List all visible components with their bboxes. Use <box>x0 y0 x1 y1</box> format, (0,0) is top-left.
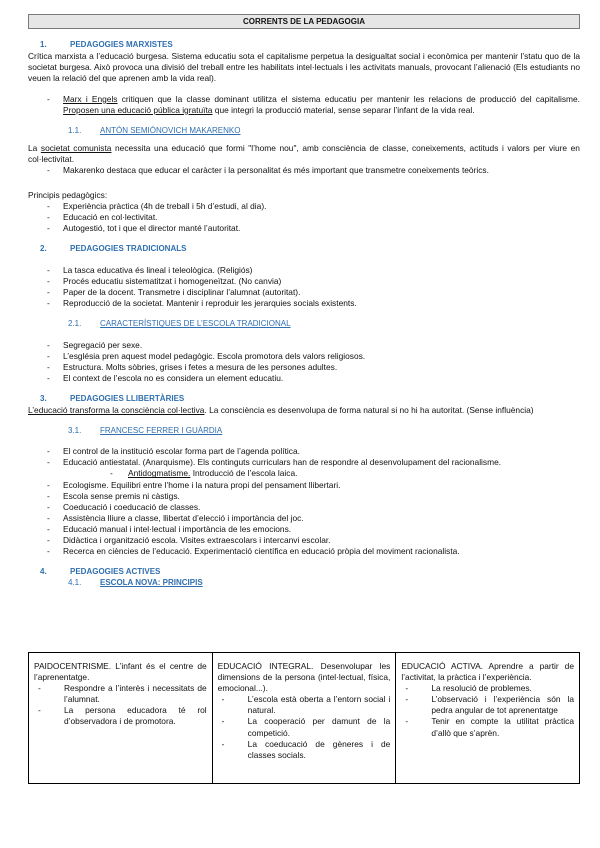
list-item: - Procés educatiu sistematitzat i homogeneïtzat. (No canvia) <box>28 276 580 287</box>
subsection-heading-escola-tradicional: 2.1. CARACTERÍSTIQUES DE L’ESCOLA TRADICIONAL <box>68 319 291 329</box>
list-item: - Autogestió, tot i que el director manté l’autoritat. <box>28 223 580 234</box>
list-item: - Segregació per sexe. <box>28 340 580 351</box>
list-item: - El context de l’escola no es considera un element educatiu. <box>28 373 580 384</box>
marxist-critique-paragraph: Crítica marxista a l’educació burgesa. Sistema educatiu sota el capitalisme perpetua la desigualtat social i econòmica per mantenir l’statu quo de la societat burgesa. Això provoca una divisió del treball entre les habilitats intel·lectuals i les activitats manuals, provocant l’alienació (Els estudiants no veuen la relació del que aprenen amb la vida real). <box>28 50 580 83</box>
list-item: - La tasca educativa és lineal i teleològica. (Religiós) <box>28 265 580 276</box>
list-item: - Didàctica i organització escola. Visites extraescolars i intercanvi escolar. <box>28 535 580 546</box>
list-item: - La persona educadora té rol d’observadora i de promotora. <box>34 705 207 727</box>
list-item: - Educació manual i intel·lectual i importància de les emocions. <box>28 524 580 535</box>
document-page <box>28 14 580 588</box>
table-cell-heading: EDUCACIÓ ACTIVA. Aprendre a partir de l’activitat, la pràctica i l’experiència. <box>401 661 574 683</box>
list-item: - Experiència pràctica (4h de treball i 5h d’estudi, al dia). <box>28 201 580 212</box>
principles-title: Principis pedagògics: <box>28 189 108 200</box>
section-heading-actives: 4. PEDAGOGIES ACTIVES <box>40 567 161 577</box>
section-heading-tradicionals: 2. PEDAGOGIES TRADICIONALS <box>40 244 187 254</box>
list-item: - Estructura. Molts sòbries, grises i fetes a mesura de les persones adultes. <box>28 362 580 373</box>
list-item: - Paper de la docent. Transmetre i disciplinar l’alumnat (autoritat). <box>28 287 580 298</box>
list-item: - Respondre a l’interès i necessitats de l’alumnat. <box>34 683 207 705</box>
marxist-bullets <box>28 94 580 116</box>
makarenko-paragraph: La societat comunista necessita una educació que formi "l’home nou", amb consciència de classe, coneixements, actituds i valors per viure en col·lectivitat. <box>28 142 580 164</box>
section-heading-llibertaries: 3. PEDAGOGIES LLIBERTÀRIES <box>40 394 185 404</box>
table-row <box>29 653 580 784</box>
table-cell-heading: EDUCACIÓ INTEGRAL. Desenvolupar les dimensions de la persona (intel·lectual, física, emocional...). <box>217 661 391 694</box>
traditional-school-list <box>28 340 580 384</box>
list-item: - Escola sense premis ni càstigs. <box>28 491 580 502</box>
list-item: - Marx i Engels critiquen que la classe dominant utilitza el sistema educatiu per mantenir les relacions de producció del capitalisme. Proposen una educació pública igratuïta que integri la producció material, sense separar l’infant de la vida real. <box>28 94 580 116</box>
list-item: - Recerca en ciències de l’educació. Experimentació científica en educació pròpia del moviment racionalista. <box>28 546 580 557</box>
list-item: - Educació en col·lectivitat. <box>28 212 580 223</box>
section-number: 1. <box>40 40 47 49</box>
libertarian-paragraph: L’educació transforma la consciència col·lectiva. La consciència es desenvolupa de forma natural si no hi ha autoritat. (Sense influència) <box>28 404 534 415</box>
list-item: - L’escola està oberta a l’entorn social i natural. <box>218 694 391 716</box>
subsection-heading-escola-nova: 4.1. ESCOLA NOVA: PRINCIPIS <box>68 577 203 587</box>
ferrer-list-continued <box>28 480 580 558</box>
list-item: - La resolució de problemes. <box>401 683 574 694</box>
list-item: - El control de la institució escolar forma part de l’agenda política. <box>28 446 580 457</box>
list-item: - Reproducció de la societat. Mantenir i reproduir les jerarquies socials existents. <box>28 298 580 309</box>
table-cell <box>212 653 396 784</box>
list-item: - L’observació i l’experiència són la pedra angular de tot aprenentatge <box>401 694 574 716</box>
list-item: - Ecologisme. Equilibri entre l’home i la natura propi del pensament llibertari. <box>28 480 580 491</box>
page-title: CORRENTS DE LA PEDAGOGIA <box>28 14 580 29</box>
traditional-list <box>28 265 580 309</box>
table-cell <box>29 653 213 784</box>
ferrer-list <box>28 446 580 468</box>
section-heading-marxistes <box>28 40 580 51</box>
list-item: - Coeducació i coeducació de classes. <box>28 502 580 513</box>
section-title: PEDAGOGIES MARXISTES <box>70 40 173 49</box>
subsection-heading-makarenko: 1.1. ANTÓN SEMIÓNOVICH MAKARENKO <box>68 126 241 136</box>
table-cell <box>396 653 580 784</box>
subsection-heading-ferrer: 3.1. FRANCESC FERRER I GUÀRDIA <box>68 425 223 435</box>
list-item: - Assistència lliure a classe, llibertat d’elecció i importància del joc. <box>28 513 580 524</box>
principles-list <box>28 201 580 234</box>
list-item: - La cooperació per damunt de la competició. <box>218 716 391 738</box>
list-item: - Makarenko destaca que educar el caràcter i la personalitat és més important que transmetre coneixements teòrics. <box>28 165 580 176</box>
list-item: - Educació antiestatal. (Anarquisme). Els continguts curriculars han de respondre al desenvolupament del racionalisme. <box>28 457 580 468</box>
table-cell-heading: PAIDOCENTRISME. L’infant és el centre de l’aprenentatge. <box>34 661 207 683</box>
list-item: - Tenir en compte la utilitat pràctica d’allò que s’aprèn. <box>401 716 574 738</box>
escola-nova-principles-table <box>28 652 580 784</box>
list-item: - L’església pren aquest model pedagògic. Escola promotora dels valors religiosos. <box>28 351 580 362</box>
list-subitem: - Antidogmatisme. Introducció de l’escola laica. <box>28 468 580 479</box>
list-item: - La coeducació de gèneres i de classes socials. <box>218 739 391 761</box>
